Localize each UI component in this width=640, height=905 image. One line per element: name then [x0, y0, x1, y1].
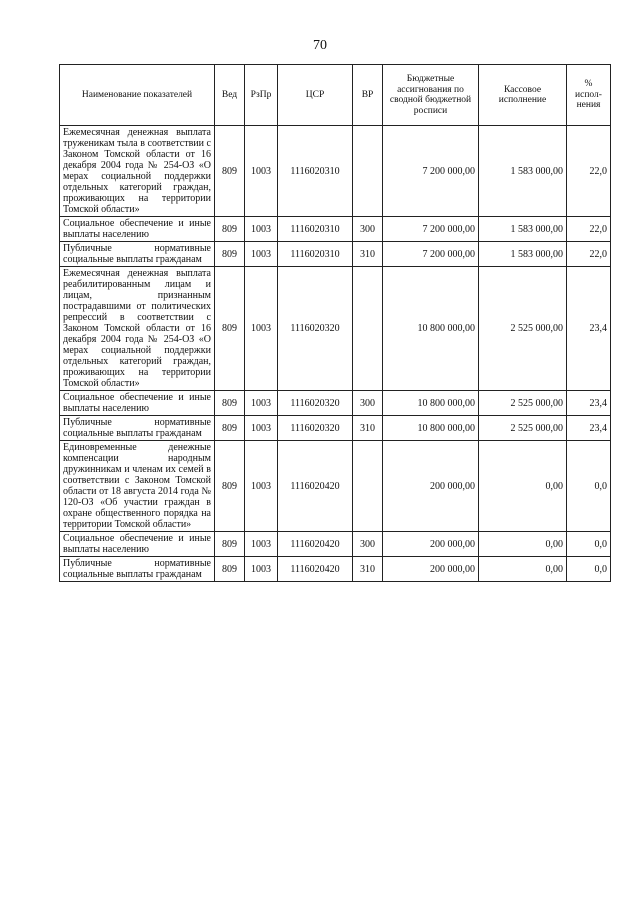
row-vr [353, 126, 383, 217]
row-vr: 300 [353, 217, 383, 242]
row-name: Социальное обеспечение и иные выплаты населению [60, 217, 215, 242]
row-budget: 200 000,00 [383, 557, 479, 582]
row-name: Ежемесячная денежная выплата труженикам тыла в соответствии с Законом Томской области от 16 декабря 2004 года № 254-ОЗ «О мерах социальной поддержки отдельных категорий граждан, проживающих на территории Томской области» [60, 126, 215, 217]
row-csr: 1116020320 [278, 416, 353, 441]
row-cash: 1 583 000,00 [479, 242, 567, 267]
row-name: Социальное обеспечение и иные выплаты населению [60, 532, 215, 557]
row-cash: 0,00 [479, 441, 567, 532]
row-percent: 0,0 [567, 532, 611, 557]
row-name: Социальное обеспечение и иные выплаты населению [60, 391, 215, 416]
row-name: Ежемесячная денежная выплата реабилитированным лицам и лицам, признанным пострадавшими от политических репрессий в соответствии с Законом Томской области от 16 декабря 2004 года № 254-ОЗ «О мерах социальной поддержки отдельных категорий граждан, проживающих на территории Томской области» [60, 267, 215, 391]
row-csr: 1116020310 [278, 217, 353, 242]
row-cash: 0,00 [479, 557, 567, 582]
row-budget: 200 000,00 [383, 441, 479, 532]
table-row [60, 242, 611, 267]
row-csr: 1116020420 [278, 532, 353, 557]
table-header-row [60, 65, 611, 126]
table-row [60, 557, 611, 582]
row-percent: 22,0 [567, 126, 611, 217]
row-ved: 809 [215, 217, 245, 242]
row-percent: 0,0 [567, 557, 611, 582]
row-rzpr: 1003 [245, 557, 278, 582]
header-name: Наименование показателей [60, 65, 215, 126]
row-rzpr: 1003 [245, 267, 278, 391]
table-row [60, 217, 611, 242]
table-row [60, 391, 611, 416]
row-budget: 200 000,00 [383, 532, 479, 557]
row-budget: 10 800 000,00 [383, 416, 479, 441]
budget-execution-table [59, 64, 611, 582]
row-cash: 1 583 000,00 [479, 126, 567, 217]
header-vr: ВР [353, 65, 383, 126]
row-ved: 809 [215, 532, 245, 557]
row-ved: 809 [215, 416, 245, 441]
row-cash: 1 583 000,00 [479, 217, 567, 242]
header-csr: ЦСР [278, 65, 353, 126]
row-name: Единовременные денежные компенсации народным дружинникам и членам их семей в соответствии с Законом Томской области от 18 августа 2014 года № 120-ОЗ «Об участии граждан в охране общественного порядка на территории Томской области» [60, 441, 215, 532]
row-name: Публичные нормативные социальные выплаты гражданам [60, 557, 215, 582]
row-csr: 1116020320 [278, 267, 353, 391]
row-rzpr: 1003 [245, 441, 278, 532]
row-cash: 2 525 000,00 [479, 391, 567, 416]
row-ved: 809 [215, 267, 245, 391]
row-vr [353, 441, 383, 532]
row-vr [353, 267, 383, 391]
row-percent: 0,0 [567, 441, 611, 532]
row-csr: 1116020420 [278, 557, 353, 582]
header-rzpr: РзПр [245, 65, 278, 126]
row-percent: 22,0 [567, 217, 611, 242]
header-cash: Кассовое исполнение [479, 65, 567, 126]
row-percent: 22,0 [567, 242, 611, 267]
row-csr: 1116020320 [278, 391, 353, 416]
row-csr: 1116020420 [278, 441, 353, 532]
row-rzpr: 1003 [245, 242, 278, 267]
row-vr: 310 [353, 416, 383, 441]
row-budget: 7 200 000,00 [383, 217, 479, 242]
row-percent: 23,4 [567, 416, 611, 441]
row-csr: 1116020310 [278, 242, 353, 267]
row-rzpr: 1003 [245, 391, 278, 416]
row-budget: 7 200 000,00 [383, 126, 479, 217]
row-name: Публичные нормативные социальные выплаты гражданам [60, 416, 215, 441]
row-vr: 300 [353, 391, 383, 416]
row-rzpr: 1003 [245, 126, 278, 217]
table-row [60, 532, 611, 557]
row-ved: 809 [215, 441, 245, 532]
row-rzpr: 1003 [245, 416, 278, 441]
page-number: 70 [313, 38, 327, 53]
row-cash: 2 525 000,00 [479, 267, 567, 391]
row-vr: 310 [353, 557, 383, 582]
row-budget: 10 800 000,00 [383, 267, 479, 391]
row-csr: 1116020310 [278, 126, 353, 217]
row-ved: 809 [215, 126, 245, 217]
table-row [60, 126, 611, 217]
row-ved: 809 [215, 242, 245, 267]
row-name: Публичные нормативные социальные выплаты гражданам [60, 242, 215, 267]
header-percent: % испол-нения [567, 65, 611, 126]
row-cash: 0,00 [479, 532, 567, 557]
table-row [60, 267, 611, 391]
header-ved: Вед [215, 65, 245, 126]
table-row [60, 416, 611, 441]
table-row [60, 441, 611, 532]
row-vr: 310 [353, 242, 383, 267]
row-vr: 300 [353, 532, 383, 557]
row-percent: 23,4 [567, 391, 611, 416]
row-ved: 809 [215, 391, 245, 416]
row-percent: 23,4 [567, 267, 611, 391]
header-budget: Бюджетные ассигнования по сводной бюджетной росписи [383, 65, 479, 126]
row-cash: 2 525 000,00 [479, 416, 567, 441]
row-ved: 809 [215, 557, 245, 582]
row-rzpr: 1003 [245, 532, 278, 557]
row-budget: 7 200 000,00 [383, 242, 479, 267]
row-rzpr: 1003 [245, 217, 278, 242]
row-budget: 10 800 000,00 [383, 391, 479, 416]
